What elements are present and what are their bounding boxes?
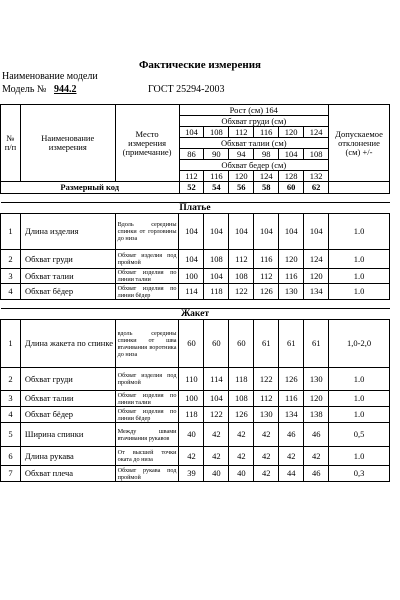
measurement-value: 108 (204, 250, 229, 269)
measurement-value: 120 (279, 250, 304, 269)
measurement-value: 124 (304, 250, 329, 269)
tolerance-value: 1.0 (329, 269, 390, 284)
hips-value: 128 (279, 171, 304, 182)
model-name-label: Наименование модели (2, 71, 98, 82)
measurement-value: 61 (279, 320, 304, 368)
measurement-value: 112 (229, 250, 254, 269)
col-name-header: Наименование измерения (20, 105, 115, 182)
measurement-value: 108 (229, 269, 254, 284)
measurement-value: 130 (279, 284, 304, 300)
size-code-value: 52 (179, 182, 204, 194)
row-number: 1 (1, 320, 21, 368)
row-number: 4 (1, 407, 21, 423)
size-code-value: 58 (254, 182, 279, 194)
measurement-value: 40 (229, 466, 254, 482)
measurement-value: 42 (279, 447, 304, 466)
measurement-name: Обхват груди (20, 368, 115, 391)
table-row (1, 368, 390, 391)
hips-value: 112 (179, 171, 204, 182)
measurement-value: 122 (204, 407, 229, 423)
measurement-place: Обхват изделия под проймой (115, 368, 179, 391)
hips-value: 116 (204, 171, 229, 182)
chest-value: 116 (254, 127, 279, 138)
measurement-value: 40 (179, 423, 204, 447)
tolerance-value: 1,0-2,0 (329, 320, 390, 368)
measurement-value: 112 (254, 391, 279, 407)
measurement-value: 108 (229, 391, 254, 407)
size-code-blank (329, 182, 390, 194)
gost-label: ГОСТ 25294-2003 (148, 84, 225, 95)
measurement-value: 40 (204, 466, 229, 482)
table-row (1, 466, 390, 482)
table-row (1, 391, 390, 407)
chest-value: 104 (179, 127, 204, 138)
hips-value: 120 (229, 171, 254, 182)
measurement-place: Обхват рукава под проймой (115, 466, 179, 482)
measurement-name: Длина изделия (20, 214, 115, 250)
row-number: 3 (1, 269, 21, 284)
measurement-value: 114 (179, 284, 204, 300)
row-number: 2 (1, 368, 21, 391)
measurement-name: Обхват груди (20, 250, 115, 269)
row-number: 5 (1, 423, 21, 447)
measurement-value: 138 (304, 407, 329, 423)
measurement-name: Обхват талии (20, 269, 115, 284)
measurement-value: 104 (179, 250, 204, 269)
measurement-value: 39 (179, 466, 204, 482)
table-row (1, 250, 390, 269)
document-title: Фактические измерения (138, 59, 262, 71)
measurement-value: 134 (304, 284, 329, 300)
measurement-value: 100 (179, 391, 204, 407)
tolerance-value: 1.0 (329, 284, 390, 300)
measurement-value: 122 (254, 368, 279, 391)
measurement-value: 104 (229, 214, 254, 250)
measurement-value: 100 (179, 269, 204, 284)
height-label: Рост (см) 164 (179, 105, 329, 116)
measurement-value: 130 (254, 407, 279, 423)
jacket-table (0, 308, 390, 482)
measurement-value: 104 (304, 214, 329, 250)
measurement-value: 114 (204, 368, 229, 391)
tolerance-value: 1.0 (329, 250, 390, 269)
col-num-header: № п/п (1, 105, 21, 182)
row-number: 6 (1, 447, 21, 466)
chest-label: Обхват груди (см) (179, 116, 329, 127)
measurement-value: 126 (229, 407, 254, 423)
measurement-value: 104 (204, 214, 229, 250)
measurement-place: Обхват изделия под проймой (115, 250, 179, 269)
measurement-value: 110 (179, 368, 204, 391)
measurement-value: 118 (229, 368, 254, 391)
table-row (1, 447, 390, 466)
waist-value: 86 (179, 149, 204, 160)
tolerance-value: 0,3 (329, 466, 390, 482)
tolerance-value: 1.0 (329, 447, 390, 466)
measurement-value: 42 (204, 423, 229, 447)
measurement-value: 42 (229, 423, 254, 447)
measurement-value: 61 (254, 320, 279, 368)
measurement-value: 42 (304, 447, 329, 466)
measurement-value: 104 (279, 214, 304, 250)
measurement-place: Обхват изделия по линии талии (115, 269, 179, 284)
measurement-value: 42 (254, 423, 279, 447)
hips-value: 132 (304, 171, 329, 182)
waist-label: Обхват талии (см) (179, 138, 329, 149)
size-code-value: 60 (279, 182, 304, 194)
row-number: 1 (1, 214, 21, 250)
size-code-value: 62 (304, 182, 329, 194)
measurement-value: 61 (304, 320, 329, 368)
measurement-place: Вдоль середины спинки от горловины до низа (115, 214, 179, 250)
hips-value: 124 (254, 171, 279, 182)
measurement-value: 122 (229, 284, 254, 300)
row-number: 3 (1, 391, 21, 407)
waist-value: 108 (304, 149, 329, 160)
measurement-value: 104 (204, 269, 229, 284)
table-row (1, 423, 390, 447)
measurement-value: 118 (204, 284, 229, 300)
dress-table (0, 202, 390, 300)
table-row (1, 320, 390, 368)
waist-value: 90 (204, 149, 229, 160)
measurement-place: От высшей точки оката до низа (115, 447, 179, 466)
chest-value: 120 (279, 127, 304, 138)
measurement-value: 126 (279, 368, 304, 391)
chest-value: 124 (304, 127, 329, 138)
waist-value: 104 (279, 149, 304, 160)
tolerance-value: 0,5 (329, 423, 390, 447)
measurement-value: 116 (254, 250, 279, 269)
measurement-name: Обхват плеча (20, 466, 115, 482)
measurement-name: Длина рукава (20, 447, 115, 466)
measurement-value: 46 (304, 466, 329, 482)
measurement-value: 44 (279, 466, 304, 482)
measurement-value: 46 (304, 423, 329, 447)
measurement-place: вдоль середины спинки от шва втачивания воротника до низа (115, 320, 179, 368)
tolerance-value: 1.0 (329, 407, 390, 423)
measurement-value: 116 (279, 269, 304, 284)
measurement-place: Обхват изделия по линии бёдер (115, 284, 179, 300)
row-number: 4 (1, 284, 21, 300)
size-code-value: 54 (204, 182, 229, 194)
measurement-value: 112 (254, 269, 279, 284)
measurement-value: 42 (254, 466, 279, 482)
measurement-value: 134 (279, 407, 304, 423)
measurement-value: 42 (229, 447, 254, 466)
tolerance-value: 1.0 (329, 368, 390, 391)
measurement-name: Обхват талии (20, 391, 115, 407)
tolerance-value: 1.0 (329, 391, 390, 407)
measurement-place: Обхват изделия по линии талии (115, 391, 179, 407)
section-title: Жакет (1, 309, 390, 320)
model-number-line (2, 84, 76, 95)
chest-value: 112 (229, 127, 254, 138)
col-place-header: Место измерения (примечание) (115, 105, 179, 182)
size-header-table (0, 104, 390, 194)
measurement-value: 126 (254, 284, 279, 300)
measurement-name: Обхват бёдер (20, 284, 115, 300)
measurement-place: Обхват изделия по линии бёдер (115, 407, 179, 423)
row-number: 2 (1, 250, 21, 269)
measurement-value: 120 (304, 391, 329, 407)
measurement-place: Между швами втачивания рукавов (115, 423, 179, 447)
tolerance-value: 1.0 (329, 214, 390, 250)
measurement-value: 104 (179, 214, 204, 250)
measurement-value: 104 (254, 214, 279, 250)
table-row (1, 407, 390, 423)
measurement-value: 116 (279, 391, 304, 407)
measurement-value: 130 (304, 368, 329, 391)
size-code-label: Размерный код (1, 182, 180, 194)
model-number: 944.2 (53, 84, 77, 95)
col-tolerance-header: Допускаемое отклонение (см) +/- (329, 105, 390, 182)
table-row (1, 214, 390, 250)
measurement-value: 42 (254, 447, 279, 466)
measurement-value: 120 (304, 269, 329, 284)
measurement-name: Ширина спинки (20, 423, 115, 447)
hips-label: Обхват бедер (см) (179, 160, 329, 171)
measurement-value: 42 (204, 447, 229, 466)
measurement-value: 46 (279, 423, 304, 447)
section-title: Платье (1, 203, 390, 214)
measurement-value: 104 (204, 391, 229, 407)
row-number: 7 (1, 466, 21, 482)
chest-value: 108 (204, 127, 229, 138)
waist-value: 94 (229, 149, 254, 160)
table-row (1, 269, 390, 284)
measurement-value: 60 (229, 320, 254, 368)
size-code-value: 56 (229, 182, 254, 194)
model-label: Модель № (2, 84, 47, 95)
waist-value: 98 (254, 149, 279, 160)
measurement-value: 118 (179, 407, 204, 423)
measurement-value: 42 (179, 447, 204, 466)
measurement-name: Обхват бёдер (20, 407, 115, 423)
measurement-value: 60 (204, 320, 229, 368)
measurement-name: Длина жакета по спинке (20, 320, 115, 368)
measurement-value: 60 (179, 320, 204, 368)
table-row (1, 284, 390, 300)
